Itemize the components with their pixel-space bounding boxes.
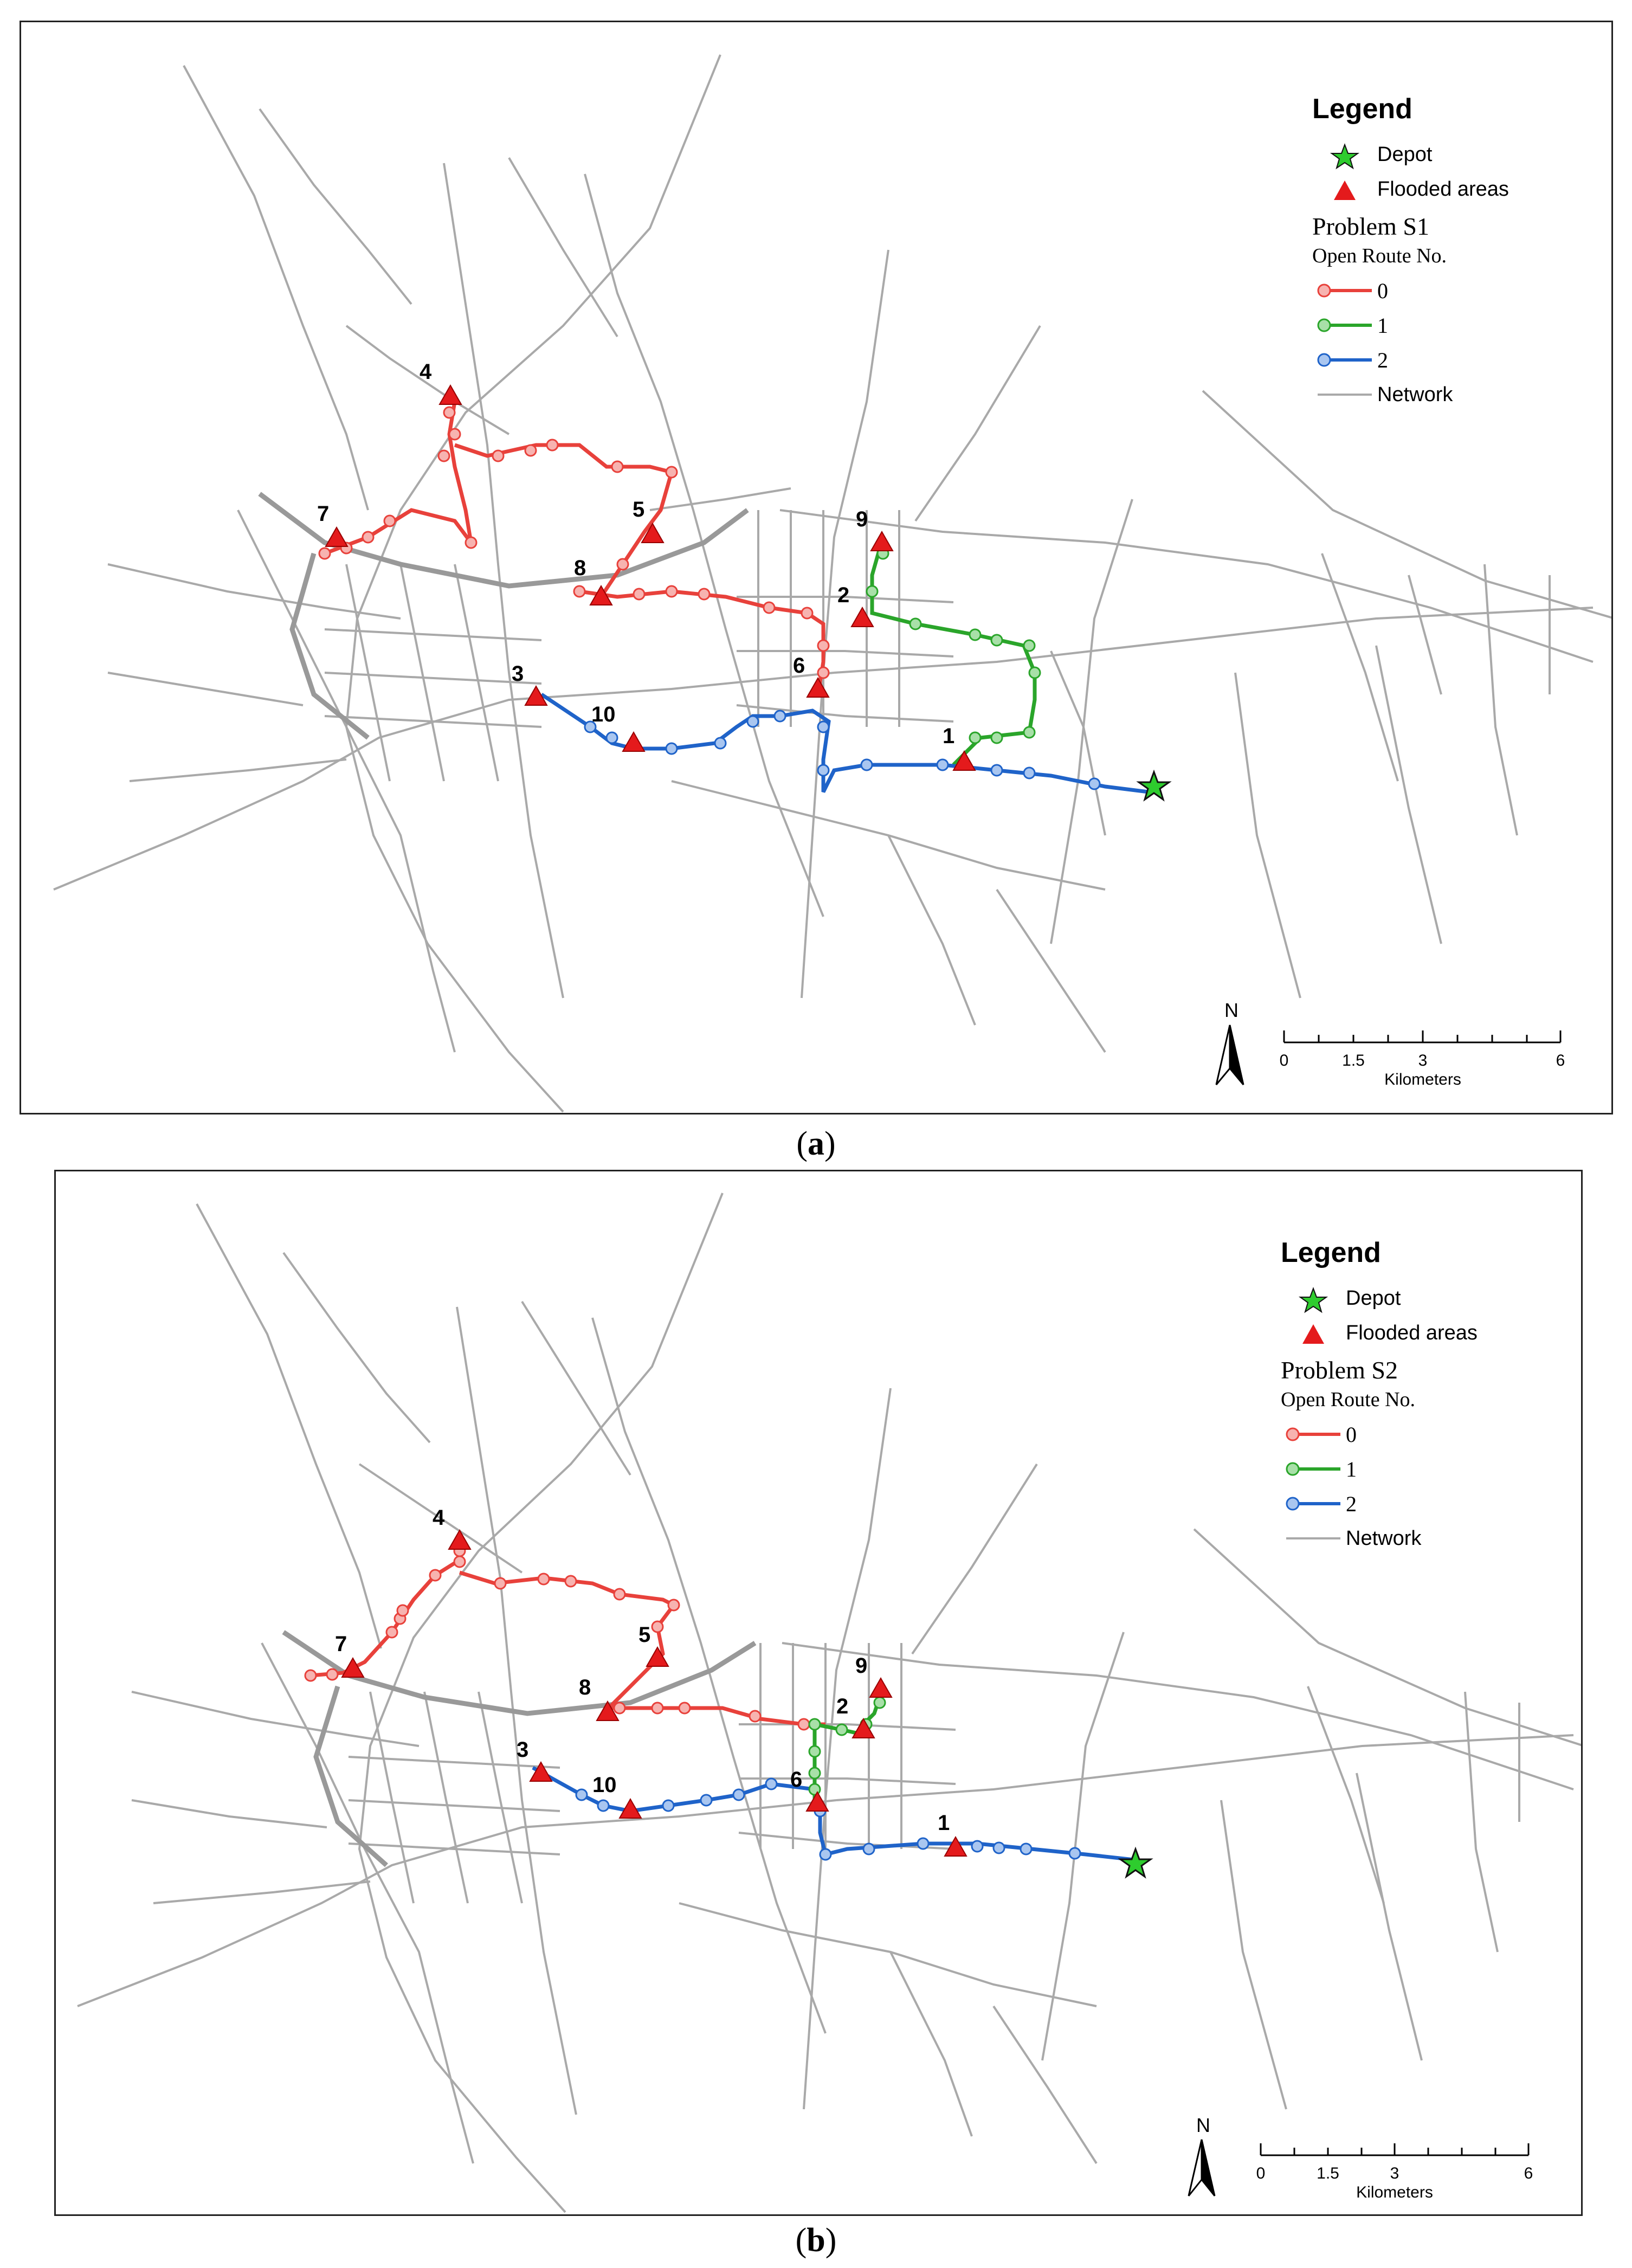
legend-depot [1312,137,1594,172]
site-label: 2 [837,583,850,607]
site-label: 10 [591,703,616,726]
site-labels [317,360,954,748]
map-panel-b [54,1170,1583,2216]
site-label: 7 [335,1632,347,1656]
north-arrow-icon [1216,999,1243,1085]
site-label: 4 [433,1506,445,1530]
site-label: 8 [579,1676,591,1699]
route-line-icon [1281,1487,1346,1520]
legend-route-label: 2 [1377,347,1388,372]
route-0-stops [319,407,829,678]
route-line-icon [1312,309,1377,342]
legend-flooded-label: Flooded areas [1377,177,1509,201]
legend-route-label: 1 [1346,1457,1357,1481]
site-label: 6 [790,1768,803,1792]
legend-depot-label: Depot [1346,1286,1401,1310]
scale-bar [1261,2143,1528,2155]
route-header: Open Route No. [1281,1388,1416,1411]
caption-b: (b) [795,2222,837,2259]
map-panel-a [20,21,1613,1114]
route-0-stops [305,1545,809,1730]
site-label: 3 [512,662,524,686]
north-arrow-icon [1189,2114,1215,2196]
north-label: N [1196,2114,1210,2136]
legend-b [1281,1236,1563,1556]
route-line-icon [1312,274,1377,307]
site-label: 5 [638,1623,651,1647]
route-line-icon [1281,1418,1346,1451]
legend-network [1281,1521,1563,1556]
site-label: 6 [793,654,805,678]
north-label: N [1224,999,1238,1021]
scale-tick: 3 [1390,2164,1399,2182]
site-label: 1 [938,1811,950,1835]
network-line-icon [1281,1522,1346,1555]
site-label: 10 [592,1773,617,1797]
flooded-area-markers [326,385,975,770]
scale-unit: Kilometers [1384,1071,1461,1088]
legend-flooded-label: Flooded areas [1346,1321,1478,1344]
legend-route-0 [1281,1417,1563,1452]
red-triangle-icon [1281,1317,1346,1349]
legend-route-2 [1281,1486,1563,1521]
legend-title: Legend [1281,1237,1381,1268]
site-label: 5 [633,498,645,521]
scale-tick: 3 [1418,1052,1428,1069]
route-header: Open Route No. [1312,244,1447,267]
legend-route-label: 1 [1377,313,1388,338]
scale-tick: 1.5 [1317,2164,1339,2182]
green-star-icon [1281,1282,1346,1315]
legend-network-label: Network [1377,383,1453,406]
site-label: 9 [855,1654,868,1678]
scale-tick: 0 [1256,2164,1266,2182]
caption-a: (a) [796,1125,836,1162]
green-star-icon [1312,138,1377,171]
site-label: 3 [517,1738,529,1762]
depot-marker [1120,1849,1151,1877]
scale-tick: 6 [1556,1052,1565,1069]
site-label: 4 [420,360,432,384]
site-label: 2 [836,1694,849,1718]
legend-depot-label: Depot [1377,143,1433,166]
legend-route-label: 0 [1377,278,1388,303]
route-1-stops [867,548,1040,743]
problem-title: Problem S1 [1312,212,1429,240]
legend-depot [1281,1281,1563,1316]
site-label: 8 [574,556,586,580]
legend-route-label: 2 [1346,1491,1357,1516]
red-triangle-icon [1312,173,1377,205]
network-line-icon [1312,378,1377,411]
site-label: 7 [317,502,330,526]
legend-route-2 [1312,343,1594,377]
route-line-icon [1281,1453,1346,1485]
legend-route-0 [1312,273,1594,308]
legend-route-1 [1281,1452,1563,1486]
route-line-icon [1312,344,1377,376]
legend-network-label: Network [1346,1526,1422,1550]
scale-tick: 6 [1524,2164,1533,2182]
legend-flooded [1312,172,1594,207]
site-label: 1 [943,724,955,748]
legend-route-label: 0 [1346,1422,1357,1447]
site-label: 9 [856,507,868,531]
problem-title: Problem S2 [1281,1356,1398,1384]
depot-marker [1139,772,1169,800]
scale-tick: 0 [1279,1052,1289,1069]
legend-title: Legend [1312,93,1412,125]
scale-unit: Kilometers [1356,2183,1433,2201]
legend-network [1312,377,1594,412]
site-labels [335,1506,950,1835]
legend-flooded [1281,1316,1563,1350]
legend-a [1312,93,1594,412]
scale-tick: 1.5 [1342,1052,1365,1069]
scale-bar [1284,1030,1560,1042]
legend-route-1 [1312,308,1594,343]
